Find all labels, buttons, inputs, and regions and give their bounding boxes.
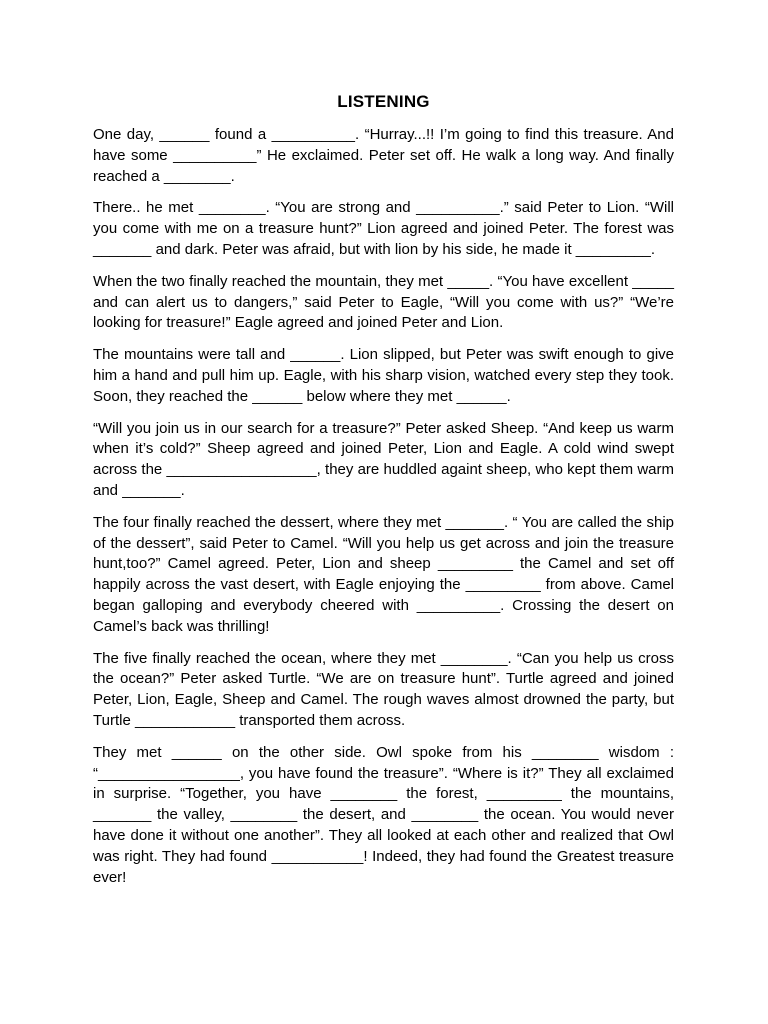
paragraph-2: There.. he met ________. “You are strong and __________.” said Peter to Lion. “Will you come with me on a treasure hunt?” Lion agreed and joined Peter. The forest was _______ and dark. Peter was afraid, but with lion by his side, he made it _________. [93,199,674,258]
paragraph-1: One day, ______ found a __________. “Hurray...!! I’m going to find this treasure. And have some __________” He exclaimed. Peter set off. He walk a long way. And finally reached a ________. [93,126,674,185]
paragraph-4: The mountains were tall and ______. Lion slipped, but Peter was swift enough to give him a hand and pull him up. Eagle, with his sharp vision, watched every step they took. Soon, they reached the ______ below where they met ______. [93,346,674,405]
paragraph-6: The four finally reached the dessert, where they met _______. “ You are called the ship of the dessert”, said Peter to Camel. “Will you help us get across and join the treasure hunt,too?” Camel agreed. Peter, Lion and sheep _________ the Camel and set off happily across the vast desert, with Eagle enjoying the _________ from above. Camel began galloping and everybody cheered with __________. Crossing the desert on Camel’s back was thrilling! [93,513,674,635]
page-title: LISTENING [337,92,430,111]
paragraph-7: The five finally reached the ocean, where they met ________. “Can you help us cross the ocean?” Peter asked Turtle. “We are on treasure hunt”. Turtle agreed and joined Peter, Lion, Eagle, Sheep and Camel. The rough waves almost drowned the party, but Turtle ____________ transported them across. [93,649,674,729]
paragraph-3: When the two finally reached the mountain, they met _____. “You have excellent _____ and can alert us to dangers,” said Peter to Eagle, “Will you come with us?” “We’re looking for treasure!” Eagle agreed and joined Peter and Lion. [93,272,674,332]
paragraph-5: “Will you join us in our search for a treasure?” Peter asked Sheep. “And keep us warm when it’s cold?” Sheep agreed and joined Peter, Lion and Eagle. A cold wind swept across the __________________, they are huddled againt sheep, who kept them warm and _______. [93,419,674,499]
paragraph-8: They met ______ on the other side. Owl spoke from his ________ wisdom : “_________________, you have found the treasure”. “Where is it?” They all exclaimed in surprise. “Together, you have ________ the forest, _________ the mountains, _______ the valley, ________ the desert, and ________ the ocean. You would never have done it without one another”. They all looked at each other and realized that Owl was right. They had found ___________! Indeed, they had found the Greatest treasure ever! [93,743,674,886]
